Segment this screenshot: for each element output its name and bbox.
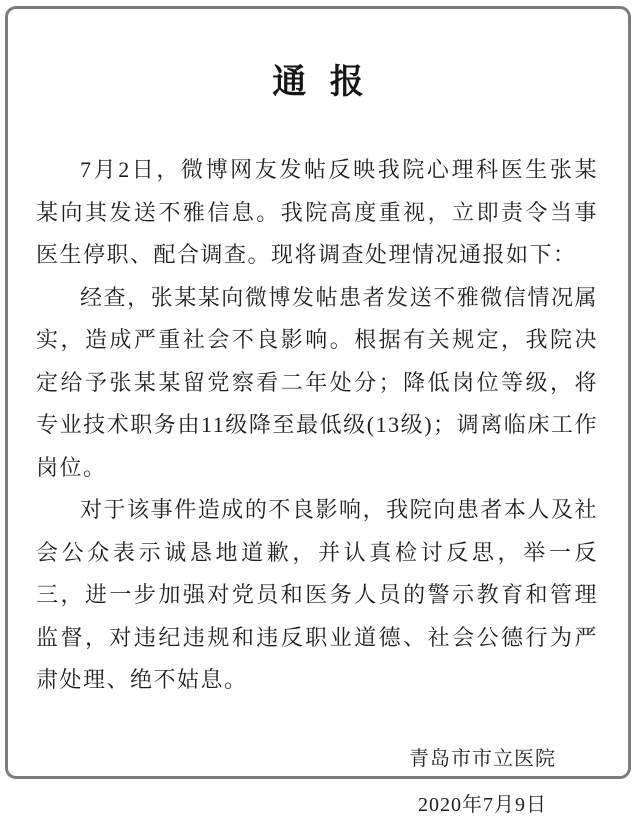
signature-line: 青岛市市立医院 xyxy=(409,747,556,770)
notice-footer xyxy=(409,736,556,828)
notice-paragraph: 经查，张某某向微博发帖患者发送不雅微信情况属实，造成严重社会不良影响。根据有关规定，我院决定给予张某某留党察看二年处分；降低岗位等级，将专业技术职务由11级降至最低级(13级)；调离临床工作岗位。 xyxy=(36,284,598,480)
notice-body xyxy=(36,149,598,702)
notice-title: 通 报 xyxy=(272,63,371,101)
date-line: 2020年7月9日 xyxy=(418,793,547,816)
notice-paragraph: 7月2日，微博网友发帖反映我院心理科医生张某某向其发送不雅信息。我院高度重视，立即责令当事医生停职、配合调查。现将调查处理情况通报如下： xyxy=(36,157,598,267)
notice-paragraph: 对于该事件造成的不良影响，我院向患者本人及社会公众表示诚恳地道歉，并认真检讨反思，举一反三，进一步加强对党员和医务人员的警示教育和管理监督，对违纪违规和违反职业道德、社会公德行为严肃处理、绝不姑息。 xyxy=(36,497,598,692)
notice-sheet xyxy=(5,6,631,816)
